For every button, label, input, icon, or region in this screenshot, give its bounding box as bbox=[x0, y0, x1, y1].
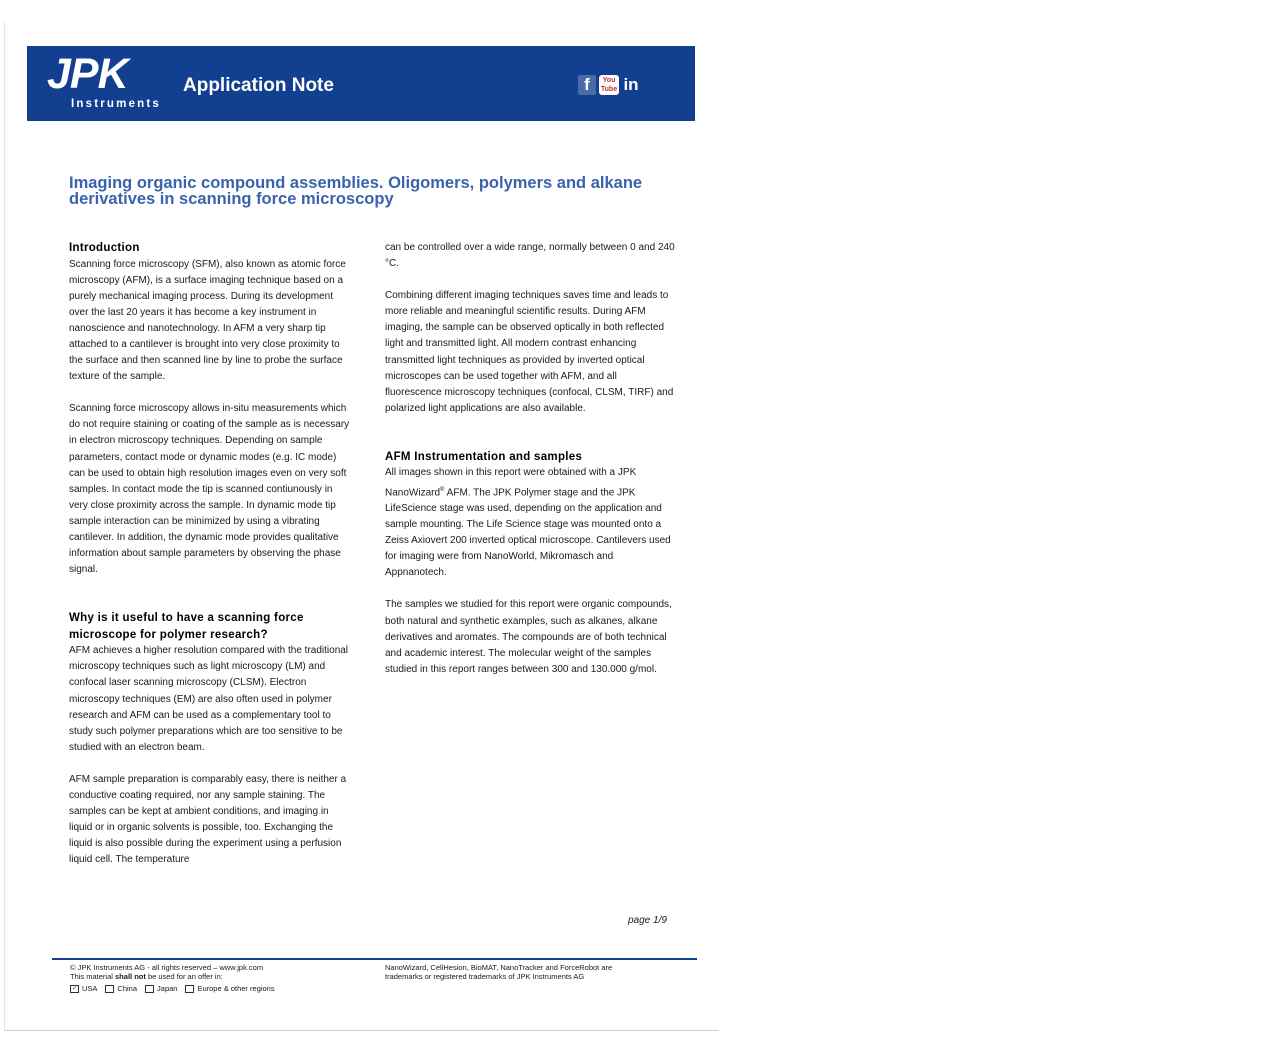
linkedin-icon[interactable]: in bbox=[623, 75, 639, 94]
why-paragraph-2: AFM sample preparation is comparably easy, there is neither a conductive coating required, nor any sample staining. The samples can be kept at ambient conditions, and imaging in liquid or in organic solvents is possible, too. Exchanging the liquid is also possible during the experiment using a perfusion liquid cell. The temperature bbox=[69, 773, 347, 866]
why-heading: Why is it useful to have a scanning force microscope for polymer research? bbox=[69, 612, 304, 641]
right-column bbox=[385, 240, 675, 678]
checkbox-icon bbox=[105, 985, 114, 993]
why-paragraph-1: AFM achieves a higher resolution compared with the traditional microscopy techniques such as light microscopy (LM) and confocal laser scanning microscopy (CLSM). Electron microscopy techniques (EM) are also often used in polymer research and AFM can be used as a complementary tool to study such polymer preparations which are too sensitive to be studied with an electron beam. bbox=[69, 645, 349, 753]
logo-text: JPK bbox=[47, 50, 128, 98]
region-japan: Japan bbox=[145, 984, 177, 993]
social-links bbox=[578, 75, 640, 95]
footer-divider bbox=[52, 958, 697, 960]
document-title: Imaging organic compound assemblies. Oligomers, polymers and alkane derivatives in scanning force microscopy bbox=[69, 174, 643, 208]
footer-left bbox=[70, 963, 275, 993]
instrumentation-paragraph-1: All images shown in this report were obtained with a JPK NanoWizard® AFM. The JPK Polymer stage and the JPK LifeScience stage was used, depending on the application and sample mounting. The Life Science stage was mounted onto a Zeiss Axiovert 200 inverted optical microscope. Cantilevers used for imaging were from NanoWorld, Mikromasch and Appnanotech. bbox=[385, 467, 671, 579]
facebook-icon[interactable]: f bbox=[578, 75, 596, 95]
region-china: China bbox=[105, 984, 137, 993]
trademark-line-2: trademarks or registered trademarks of JPK Instruments AG bbox=[385, 972, 585, 981]
checkbox-icon bbox=[145, 985, 154, 993]
intro-paragraph-2: Scanning force microscopy allows in-situ measurements which do not require staining or coating of the sample as is necessary in electron microscopy techniques. Depending on sample parameters, contact mode or dynamic modes (e.g. IC mode) can be used to obtain high resolution images even on very soft samples. In contact mode the tip is scanned contiunously in very close proximity across the sample. In dynamic mode tip sample interaction can be minimized by using a vibrating cantilever. In addition, the dynamic mode provides qualitative information about sample parameters by observing the phase signal. bbox=[69, 403, 350, 576]
footer-trademarks bbox=[385, 963, 612, 981]
youtube-icon[interactable]: You Tube bbox=[600, 77, 618, 93]
region-checkboxes bbox=[70, 984, 275, 993]
instrumentation-heading: AFM Instrumentation and samples bbox=[385, 450, 583, 463]
jpk-logo bbox=[47, 50, 162, 110]
checked-box-icon: ✓ bbox=[71, 985, 78, 992]
checkbox-icon bbox=[185, 985, 194, 993]
header-banner bbox=[27, 46, 695, 121]
header-title: Application Note bbox=[183, 75, 334, 96]
intro-paragraph-1: Scanning force microscopy (SFM), also known as atomic force microscopy (AFM), is a surface imaging technique based on a purely mechanical imaging process. During its development over the last 20 years it has become a key instrument in nanoscience and nanotechnology. In AFM a very sharp tip attached to a cantilever is brought into very close proximity to the surface and then scanned line by line to probe the surface texture of the sample. bbox=[69, 258, 346, 383]
trademark-line-1: NanoWizard, CellHesion, BioMAT, NanoTracker and ForceRobot are bbox=[385, 963, 613, 972]
region-europe: Europe & other regions bbox=[185, 984, 274, 993]
page-number: page 1/9 bbox=[628, 915, 667, 926]
continued-paragraph: can be controlled over a wide range, normally between 0 and 240 °C. bbox=[385, 242, 675, 270]
intro-heading: Introduction bbox=[69, 242, 140, 254]
instrumentation-paragraph-2: The samples we studied for this report were organic compounds, both natural and synthetic examples, such as alkanes, alkane derivatives and aromates. The compounds are of both technical and academic interest. The molecular weight of the samples studied in this report ranges between 300 and 130.000 g/mol. bbox=[385, 599, 672, 675]
logo-subtitle: Instruments bbox=[71, 98, 162, 110]
copyright-text: © JPK Instruments AG - all rights reserved – www.jpk.com bbox=[70, 963, 264, 972]
region-usa: ✓ USA bbox=[71, 984, 98, 993]
combine-paragraph: Combining different imaging techniques saves time and leads to more reliable and meaningful scientific results. During AFM imaging, the sample can be observed optically in both reflected light and transmitted light. All modern contrast enhancing transmitted light techniques as provided by inverted optical microscopes can be used together with AFM, and all fluorescence microscopy techniques (confocal, CLSM, TIRF) and polarized light applications are also available. bbox=[385, 290, 674, 414]
left-column bbox=[69, 240, 354, 869]
offer-text: This material shall not be used for an offer in: bbox=[70, 972, 223, 981]
